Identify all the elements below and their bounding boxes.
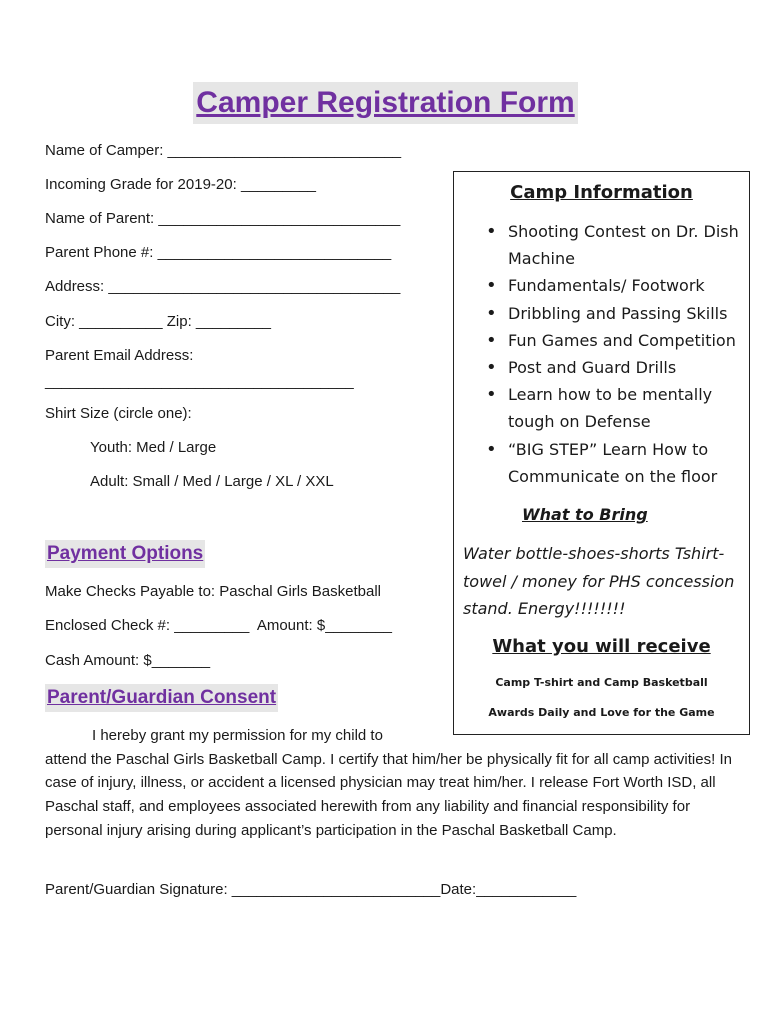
list-item: • Dribbling and Passing Skills: [508, 300, 743, 327]
shirt-youth-option[interactable]: Youth: Med / Large: [90, 439, 217, 456]
consent-heading: Parent/Guardian Consent: [45, 684, 278, 712]
payable-to-text: Make Checks Payable to: Paschal Girls Basketball: [45, 583, 381, 600]
camper-name-field[interactable]: Name of Camper: ____________________________: [45, 142, 402, 159]
grade-field[interactable]: Incoming Grade for 2019-20: _________: [45, 176, 317, 193]
camp-info-list: [508, 218, 743, 490]
email-field[interactable]: _____________________________________: [45, 373, 354, 390]
address-field[interactable]: Address: ___________________________________: [45, 278, 401, 295]
list-item: • Fun Games and Competition: [508, 327, 743, 354]
bring-text: Water bottle-shoes-shorts Tshirt- towel / money for PHS concession stand. Energy!!!!!!!!: [463, 544, 735, 618]
receive-line-2: Awards Daily and Love for the Game: [488, 706, 715, 719]
list-item: • “BIG STEP” Learn How to Communicate on the floor: [508, 436, 743, 490]
check-amount-field[interactable]: Enclosed Check #: _________ Amount: $________: [45, 617, 392, 634]
bring-heading: What to Bring: [522, 505, 648, 524]
parent-name-field[interactable]: Name of Parent: _____________________________: [45, 210, 401, 227]
email-label: Parent Email Address:: [45, 347, 194, 364]
list-item: • Post and Guard Drills: [508, 354, 743, 381]
receive-heading: What you will receive: [492, 636, 711, 657]
shirt-size-label: Shirt Size (circle one):: [45, 405, 192, 422]
parent-phone-field[interactable]: Parent Phone #: ____________________________: [45, 244, 392, 261]
consent-indent: I hereby grant my permission for my child to: [92, 727, 383, 744]
payment-heading: Payment Options: [45, 540, 205, 568]
receive-line-1: Camp T-shirt and Camp Basketball: [495, 676, 708, 689]
consent-paragraph: [45, 724, 735, 843]
signature-field[interactable]: Parent/Guardian Signature: _________________________Date:____________: [45, 881, 577, 898]
list-item: • Learn how to be mentally tough on Defense: [508, 381, 743, 435]
camp-info-heading: Camp Information: [510, 182, 693, 203]
consent-body: attend the Paschal Girls Basketball Camp. I certify that him/her be physically fit for all camp activities! In case of injury, illness, or accident a licensed physician may treat him/her. I release Fort Worth ISD, all Paschal staff, and employees associated herewith from any liability and financial responsibility for personal injury arising during applicant’s participation in the Paschal Basketball Camp.: [45, 750, 732, 839]
city-zip-field[interactable]: City: __________ Zip: _________: [45, 313, 272, 330]
cash-amount-field[interactable]: Cash Amount: $_______: [45, 652, 211, 669]
form-title: Camper Registration Form: [193, 82, 578, 124]
list-item: • Shooting Contest on Dr. Dish Machine: [508, 218, 743, 272]
list-item: • Fundamentals/ Footwork: [508, 272, 743, 299]
shirt-adult-option[interactable]: Adult: Small / Med / Large / XL / XXL: [90, 473, 334, 490]
